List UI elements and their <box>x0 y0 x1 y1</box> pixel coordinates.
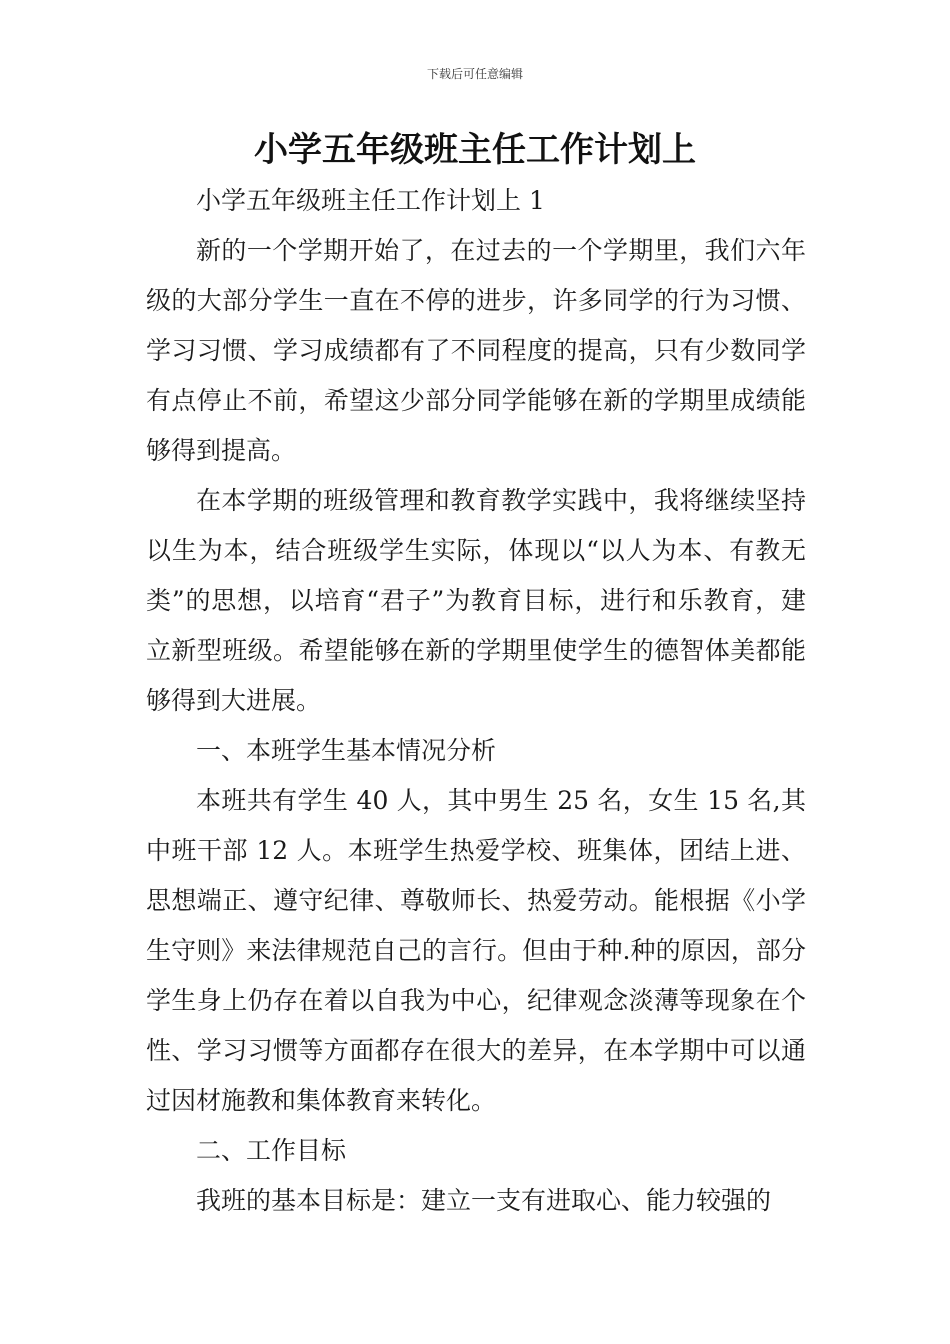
management-paragraph: 在本学期的班级管理和教育教学实践中，我将继续坚持以生为本，结合班级学生实际，体现以“以人为本、有教无类”的思想，以培育“君子”为教育目标，进行和乐教育，建立新型班级。希望能够在新的学期里使学生的德智体美都能够得到大进展。 <box>146 486 806 715</box>
goals-paragraph: 我班的基本目标是：建立一支有进取心、能力较强的 <box>196 1186 772 1215</box>
section-heading-2: 二、工作目标 <box>196 1136 347 1165</box>
intro-paragraph: 新的一个学期开始了，在过去的一个学期里，我们六年级的大部分学生一直在不停的进步，许多同学的行为习惯、学习习惯、学习成绩都有了不同程度的提高，只有少数同学有点停止不前，希望这少部分同学能够在新的学期里成绩能够得到提高。 <box>146 236 806 465</box>
subtitle-paragraph: 小学五年级班主任工作计划上 1 <box>196 186 545 215</box>
header-note: 下载后可任意编辑 <box>426 67 523 81</box>
class-analysis-paragraph: 本班共有学生 40 人，其中男生 25 名，女生 15 名,其中班干部 12 人。本班学生热爱学校、班集体，团结上进、思想端正、遵守纪律、尊敬师长、热爱劳动。能根据《小学生守则》来法律规范自己的言行。但由于种.种的原因，部分学生身上仍存在着以自我为中心，纪律观念淡薄等现象在个性、学习习惯等方面都存在很大的差异，在本学期中可以通过因材施教和集体教育来转化。 <box>146 786 806 1115</box>
document-title: 小学五年级班主任工作计划上 <box>254 130 696 170</box>
document-body <box>146 176 806 1226</box>
section-heading-1: 一、本班学生基本情况分析 <box>196 736 497 765</box>
